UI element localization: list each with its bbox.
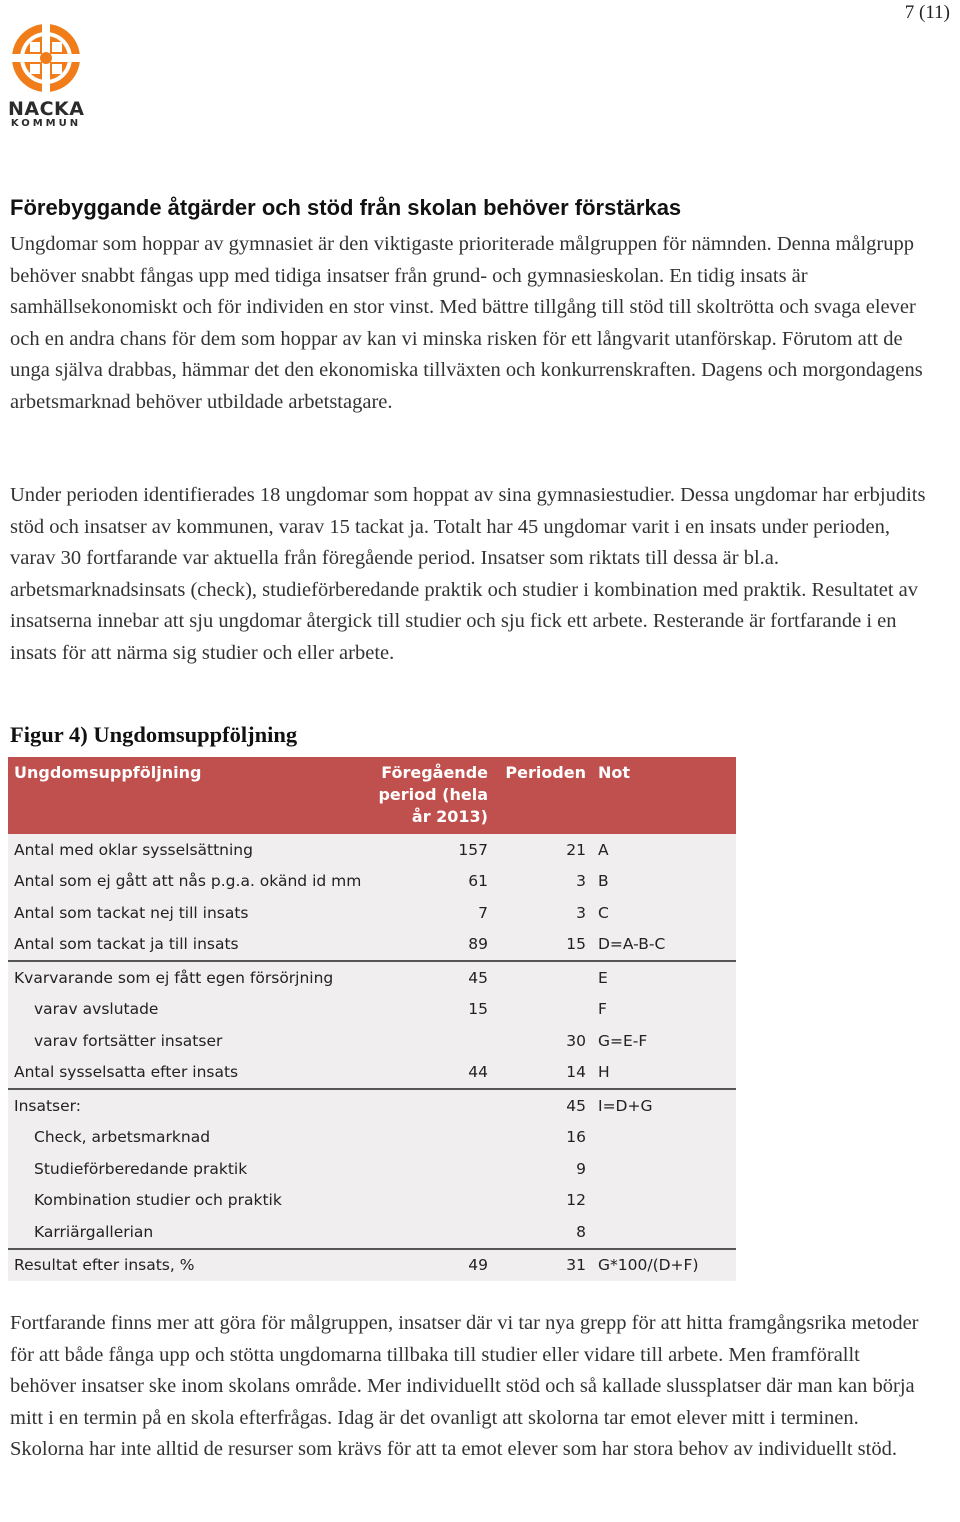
- row-label: Kombination studier och praktik: [34, 1191, 282, 1210]
- row-previous-value: [368, 1089, 494, 1122]
- table-row: [8, 1025, 736, 1057]
- paragraph-conclusion: Fortfarande finns mer att göra för målgruppen, insatser där vi tar nya grepp för att hitta framgångsrika metoder för att både fånga upp och stötta ungdomarna tillbaka till studier eller vidare till arbete. Men framförallt behöver insatser ske inom skolans område. Mer individuellt stöd och så kallade slussplatser där man kan börja mitt i en termin på en skola efterfrågas. Idag är det ovanligt att skolorna tar emot elever mitt i terminen. Skolorna har inte alltid de resurser som krävs för att ta emot elever som har stora behov av individuellt stöd.: [10, 1312, 919, 1460]
- row-note: A: [598, 840, 609, 859]
- row-period-value: 14: [566, 1063, 586, 1082]
- row-previous-value: [368, 1153, 494, 1185]
- row-note: [592, 1153, 736, 1185]
- table-row: [8, 994, 736, 1026]
- row-note: C: [598, 903, 609, 922]
- figure-title: Figur 4) Ungdomsuppföljning: [10, 722, 298, 747]
- row-label: Insatser:: [8, 1089, 368, 1122]
- row-period-value: 31: [494, 1249, 592, 1282]
- row-label: Check, arbetsmarknad: [34, 1128, 211, 1147]
- row-previous-value: [368, 1185, 494, 1217]
- row-note: [592, 1216, 736, 1249]
- row-label: Karriärgallerian: [34, 1222, 154, 1241]
- row-period-value: 15: [566, 935, 586, 954]
- header-previous-period: Föregående period (hela år 2013): [368, 757, 494, 834]
- row-previous-value: 89: [468, 935, 488, 954]
- row-period-value: [494, 961, 592, 994]
- row-note: G*100/(D+F): [592, 1249, 736, 1282]
- row-label: Resultat efter insats, %: [8, 1249, 368, 1282]
- row-label: Antal sysselsatta efter insats: [14, 1063, 239, 1082]
- row-period-value: 30: [566, 1031, 586, 1050]
- row-period-value: 9: [576, 1159, 586, 1178]
- row-previous-value: 157: [458, 840, 488, 859]
- logo-name: NACKA: [8, 98, 85, 120]
- header-period: Perioden: [494, 757, 592, 834]
- row-label: Antal som tackat ja till insats: [14, 935, 239, 954]
- table-row: [8, 1122, 736, 1154]
- row-note: H: [598, 1063, 610, 1082]
- table-row: [8, 1153, 736, 1185]
- row-previous-value: [368, 1025, 494, 1057]
- paragraph-intro: Ungdomar som hoppar av gymnasiet är den viktigaste prioriterade målgruppen för nämnden. Denna målgrupp behöver snabbt fångas upp med tidiga insatser från grund- och gymnasieskolan. En tidig insats är samhällsekonomiskt och för individen en stor vinst. Med bättre tillgång till stöd till skoltrötta och svaga elever och en andra chans för dem som hoppar av kan vi minska risken för ett långvarit utanförskap. Förutom att de unga själva drabbas, hämmar det den ekonomiska tillväxten och konkurrenskraften. Dagens och morgondagens arbetsmarknad behöver utbildade arbetstagare.: [10, 233, 923, 413]
- page-number: 7 (11): [904, 2, 950, 23]
- nacka-emblem-icon: [8, 20, 84, 96]
- table-row: [8, 1089, 736, 1122]
- row-previous-value: 44: [468, 1063, 488, 1082]
- row-note: F: [598, 1000, 607, 1019]
- table-row: [8, 1216, 736, 1249]
- row-label: Studieförberedande praktik: [34, 1159, 248, 1178]
- row-label: Antal med oklar sysselsättning: [14, 840, 253, 859]
- row-note: [592, 1185, 736, 1217]
- table-row: [8, 1249, 736, 1282]
- row-period-value: 12: [566, 1191, 586, 1210]
- row-label: Kvarvarande som ej fått egen försörjning: [8, 961, 368, 994]
- row-note: G=E-F: [598, 1031, 648, 1050]
- ungdomsuppfoljning-table: [8, 757, 736, 1281]
- table-row: [8, 866, 736, 898]
- row-previous-value: 7: [478, 903, 488, 922]
- row-note: D=A-B-C: [598, 935, 666, 954]
- row-period-value: 21: [566, 840, 586, 859]
- row-period-value: [494, 994, 592, 1026]
- row-label: varav fortsätter insatser: [34, 1031, 223, 1050]
- section-heading: Förebyggande åtgärder och stöd från skolan behöver förstärkas: [10, 195, 682, 220]
- paragraph-period: Under perioden identifierades 18 ungdomar som hoppat av sina gymnasiestudier. Dessa ungdomar har erbjudits stöd och insatser av kommunen, varav 15 tackat ja. Totalt har 45 ungdomar varit i en insats under perioden, varav 30 fortfarande var aktuella från föregående period. Insatser som riktats till dessa är bl.a. arbetsmarknadsinsats (check), studieförberedande praktik och studier i kombination med praktik. Resultatet av insatserna innebar att sju ungdomar återgick till studier och sju fick ett arbete. Resterande är fortfarande i en insats för att närma sig studier och eller arbete.: [10, 484, 926, 664]
- header-label: Ungdomsuppföljning: [8, 757, 368, 834]
- row-period-value: 45: [494, 1089, 592, 1122]
- row-period-value: 3: [576, 903, 586, 922]
- row-note: [592, 1122, 736, 1154]
- table-row: [8, 961, 736, 994]
- row-previous-value: 15: [468, 1000, 488, 1019]
- row-previous-value: 45: [368, 961, 494, 994]
- table-header-row: [8, 757, 736, 834]
- table-row: [8, 897, 736, 929]
- table-row: [8, 1057, 736, 1090]
- row-note: I=D+G: [592, 1089, 736, 1122]
- table-row: [8, 834, 736, 866]
- row-note: E: [592, 961, 736, 994]
- row-label: varav avslutade: [34, 1000, 159, 1019]
- row-previous-value: [368, 1216, 494, 1249]
- row-period-value: 3: [576, 872, 586, 891]
- table-row: [8, 929, 736, 962]
- row-label: Antal som ej gått att nås p.g.a. okänd id mm: [14, 872, 362, 891]
- header-note: Not: [592, 757, 736, 834]
- row-label: Antal som tackat nej till insats: [14, 903, 249, 922]
- row-period-value: 8: [576, 1222, 586, 1241]
- row-period-value: 16: [566, 1128, 586, 1147]
- logo-subtitle: KOMMUN: [10, 118, 82, 129]
- table-row: [8, 1185, 736, 1217]
- row-previous-value: 61: [468, 872, 488, 891]
- row-previous-value: [368, 1122, 494, 1154]
- row-note: B: [598, 872, 609, 891]
- row-previous-value: 49: [368, 1249, 494, 1282]
- nacka-kommun-logo: [8, 20, 84, 130]
